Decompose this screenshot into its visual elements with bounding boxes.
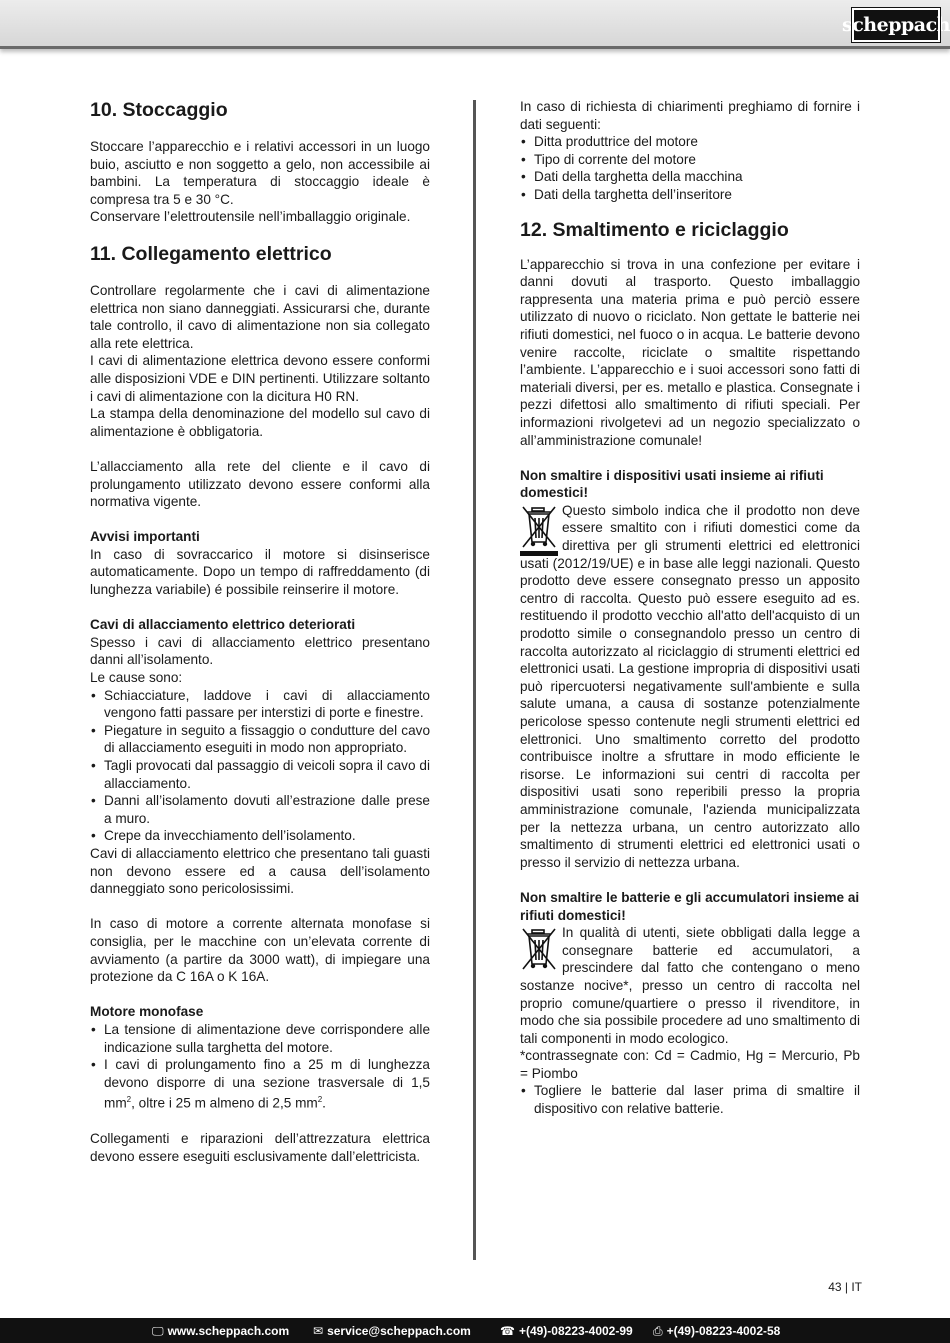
weee-heading: Non smaltire i dispositivi usati insieme ai rifiuti domestici! — [520, 467, 824, 501]
cables-paragraph-1: Spesso i cavi di allacciamento elettrico presentano danni all’isolamento. — [90, 634, 430, 668]
s11-paragraph-4: L’allacciamento alla rete del cliente e il cavo di prolungamento utilizzato devono essere conformi alla normativa vigente. — [90, 458, 430, 510]
warnings-paragraph: In caso di sovraccarico il motore si disinserisce automaticamente. Dopo un tempo di raffreddamento (di lunghezza variabile) é possibile reinserire il motore. — [90, 546, 430, 598]
weee-paragraph: Questo simbolo indica che il prodotto non deve essere smaltito con i rifiuti domestici come da direttiva per gli strumenti elettrici ed elettronici usati (2012/19/UE) e in base alle leggi nazionali. Questo prodotto deve essere consegnato presso un apposito centro di raccolta. Questo può essere eseguito ad es. restituendo il prodotto vecchio all'atto dell'acquisto di un prodotto simile o consegnandolo presso un centro di raccolta autorizzato al riciclaggio di strumenti elettrici ed elettronici usati. La gestione impropria di dispositivi usati può ripercuotersi negativamente sull'ambiente e sulla salute umana, a causa di sostanze potenzialmente pericolose spesso contenute negli strumenti elettrici ed elettronici. Uno smaltimento corretto del prodotto contribuisce inoltre a sfruttare in modo efficiente le risorse. Le informazioni sui centri di raccolta per dispositivi usati sono reperibili presso la propria amministrazione comunale, l'azienda municipalizzata per la nettezza urbana, un centro autorizzato allo smaltimento di strumenti elettrici ed elettronici usati o presso il servizio di nettezza urbana. — [520, 502, 860, 870]
footer-phone-text: +(49)-08223-4002-99 — [518, 1324, 633, 1338]
footer-email-text: service@scheppach.com — [327, 1324, 471, 1338]
cables-paragraph-3: Cavi di allacciamento elettrico che presentano tali guasti non devono essere ed a causa dell’isolamento danneggiato sono pericolosissimi. — [90, 845, 430, 897]
s10-paragraph-1: Stoccare l’apparecchio e i relativi accessori in un luogo buio, asciutto e non soggetto a gelo, non accessibile ai bambini. La temperatura di stoccaggio ideale è compresa tra 5 e 30 °C. — [90, 139, 430, 207]
list-item: • Tipo di corrente del motore — [520, 151, 860, 169]
list-item: • Togliere le batterie dal laser prima di smaltire il dispositivo con relative batterie. — [520, 1082, 860, 1117]
footer-fax[interactable] — [653, 1324, 780, 1339]
warnings-heading: Avvisi importanti — [90, 529, 200, 545]
list-item: • La tensione di alimentazione deve corrispondere alle indicazione sulla targhetta del motore. — [90, 1021, 430, 1056]
mail-icon: ✉ — [313, 1324, 324, 1338]
weee-bin-icon — [520, 504, 558, 554]
battery-bin-icon — [520, 926, 558, 976]
cable-section-end: . — [322, 1095, 326, 1111]
section-11-title: 11. Collegamento elettrico — [90, 242, 332, 265]
single-phase-list — [90, 1021, 430, 1113]
final-paragraph: Collegamenti e riparazioni dell’attrezzatura elettrica devono essere eseguiti esclusivamente dall’elettricista. — [90, 1131, 430, 1164]
batteries-heading: Non smaltire le batterie e gli accumulatori insieme ai rifiuti domestici! — [520, 889, 860, 923]
list-item: • Crepe da invecchiamento dell’isolamento. — [90, 827, 430, 845]
s10-paragraph-2: Conservare l’elettroutensile nell’imballaggio originale. — [90, 209, 411, 225]
single-phase-heading: Motore monofase — [90, 1004, 204, 1020]
column-divider — [473, 100, 476, 1260]
footer-fax-text: +(49)-08223-4002-58 — [666, 1324, 781, 1338]
list-item: • Tagli provocati dal passaggio di veicoli sopra il cavo di allacciamento. — [90, 757, 430, 792]
list-item: • Dati della targhetta dell’inseritore — [520, 186, 860, 204]
footer-phone[interactable] — [500, 1324, 633, 1338]
left-column — [90, 98, 430, 1165]
phone-icon: ☎ — [500, 1324, 515, 1338]
list-item: • Piegature in seguito a fissaggio o condutture del cavo di allacciamento eseguiti in modo non appropriato. — [90, 722, 430, 757]
footer-web-text: www.scheppach.com — [167, 1324, 290, 1338]
cable-causes-list — [90, 687, 430, 845]
cables-paragraph-2: Le cause sono: — [90, 670, 183, 686]
batteries-list — [520, 1082, 860, 1117]
computer-icon: 🖵 — [152, 1324, 164, 1338]
cable-section-text-a: I cavi di prolungamento fino a 25 m di lunghezza devono disporre di una sezione trasversale di 1,5 mm — [104, 1057, 430, 1111]
footer-bar — [0, 1318, 950, 1343]
section-12-title: 12. Smaltimento e riciclaggio — [520, 218, 789, 241]
list-item: • Danni all’isolamento dovuti all’estrazione dalle prese a muro. — [90, 792, 430, 827]
batteries-note: *contrassegnate con: Cd = Cadmio, Hg = Mercurio, Pb = Piombo — [520, 1048, 860, 1081]
footer-email[interactable] — [313, 1324, 471, 1338]
s11-paragraph-3: La stampa della denominazione del modello sul cavo di alimentazione è obbligatoria. — [90, 406, 430, 439]
fax-icon: ⎙ — [653, 1324, 663, 1338]
list-item: • Schiacciature, laddove i cavi di allacciamento vengono fatti passare per interstizi di porte e finestre. — [90, 687, 430, 722]
info-paragraph: In caso di richiesta di chiarimenti preghiamo di fornire i dati seguenti: — [520, 99, 860, 132]
list-item — [90, 1056, 430, 1112]
right-column — [520, 98, 860, 1118]
info-list — [520, 133, 860, 203]
section-10-title: 10. Stoccaggio — [90, 99, 228, 121]
damaged-cables-heading: Cavi di allacciamento elettrico deteriorati — [90, 617, 356, 633]
list-item: • Ditta produttrice del motore — [520, 133, 860, 151]
superscript: 2 — [126, 1095, 132, 1105]
s11-paragraph-1: Controllare regolarmente che i cavi di alimentazione elettrica non siano danneggiati. Assicurarsi che, durante tale controllo, il cavo di alimentazione non sia collegato alla rete elettrica. — [90, 282, 430, 351]
ac-motor-paragraph: In caso di motore a corrente alternata monofase si consiglia, per le macchine con un’elevata corrente di avviamento (a partire da 3000 watt), di impiegare una protezione da C 16A o K 16A. — [90, 916, 430, 985]
batteries-paragraph: In qualità di utenti, siete obbligati dalla legge a consegnare batterie ed accumulatori, a prescindere dal fatto che contengano o meno sostanze nocive*, presso un centro di raccolta nel proprio comune/quartiere o presso il rivenditore, in modo che sia possibile procedere ad uno smaltimento di tali componenti in modo ecologico. — [520, 925, 860, 1046]
s12-paragraph: L’apparecchio si trova in una confezione per evitare i danni dovuti al trasporto. Questo imballaggio rappresenta una materia prima e può perciò essere utilizzato di nuovo o riciclato. Non gettate le batterie nei rifiuti domestici, nel fuoco o in acqua. Le batterie devono venire raccolte, riciclate o smaltite rispettando l’ambiente. L’apparecchio e i suoi accessori sono fatti di materiali diversi, per es. metallo e plastica. Consegnate i pezzi difettosi allo smaltimento di rifiuti speciali. Per informazioni rivolgetevi ad un negozio specializzato o all’amministrazione comunale! — [520, 256, 861, 448]
s11-paragraph-2: I cavi di alimentazione elettrica devono essere conformi alle disposizioni VDE e DIN pertinenti. Utilizzare soltanto i cavi di alimentazione con la dicitura H0 RN. — [90, 353, 430, 404]
page-number: 43 | IT — [828, 1280, 862, 1294]
superscript: 2 — [317, 1095, 323, 1105]
brand-logo[interactable]: scheppach — [852, 8, 940, 42]
list-item: • Dati della targhetta della macchina — [520, 168, 860, 186]
footer-web[interactable] — [152, 1324, 289, 1339]
header-band — [0, 0, 950, 49]
cable-section-text-b: , oltre i 25 m almeno di 2,5 mm — [131, 1095, 318, 1111]
